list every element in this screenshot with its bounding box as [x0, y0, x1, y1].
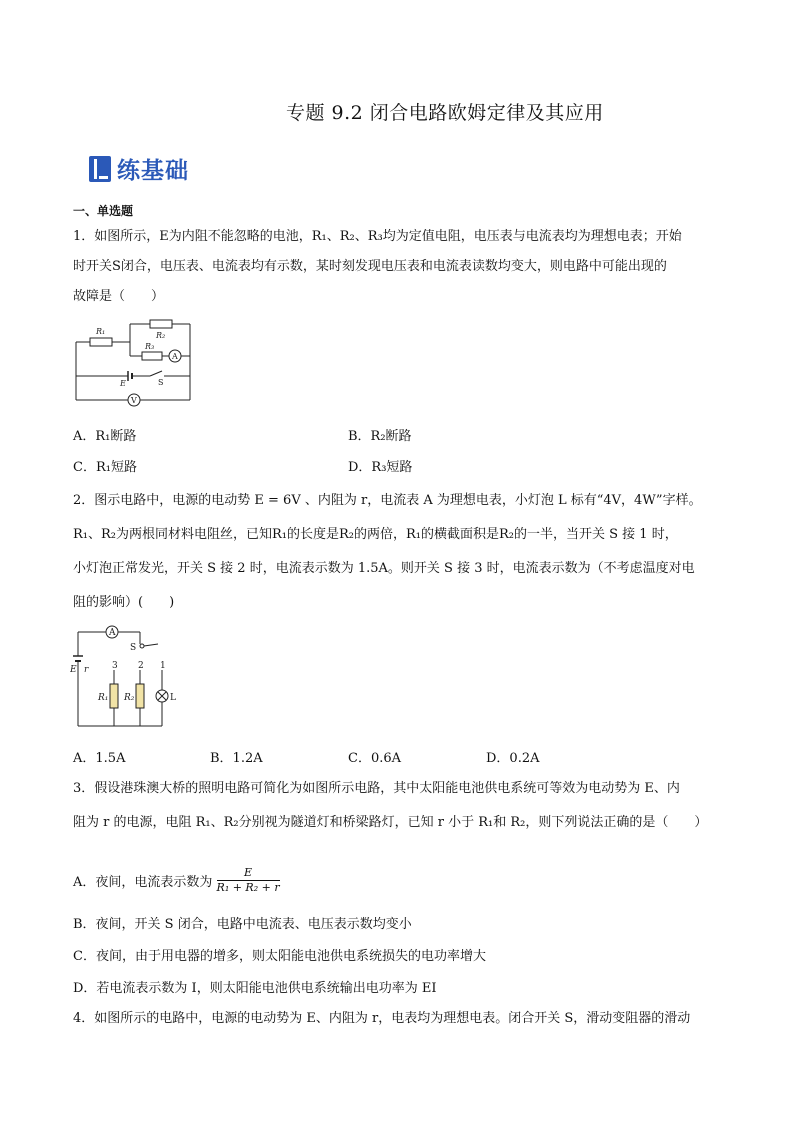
q1-resistor-r1 — [90, 338, 112, 346]
q3-option-a[interactable] — [73, 866, 280, 895]
q2-label-s: S — [130, 643, 137, 653]
q2-resistor-r2 — [136, 684, 144, 708]
banner-text: 练基础 — [117, 158, 189, 184]
q2-label-r: r — [84, 665, 89, 675]
q3-stem — [73, 772, 723, 840]
q2-circuit-figure — [70, 620, 185, 732]
q1-option-c[interactable]: C．R₁短路 — [73, 460, 137, 475]
q1-label-r1: R₁ — [96, 327, 106, 336]
section-heading: 一、单选题 — [73, 204, 134, 218]
q3-option-c[interactable]: C．夜间，由于用电器的增多，则太阳能电池供电系统损失的电功率增大 — [73, 949, 486, 964]
q1-label-r3: R₃ — [145, 342, 155, 351]
q2-resistor-r1 — [110, 684, 118, 708]
q3-option-a-fraction — [217, 866, 280, 895]
q4-line1: 4．如图所示的电路中，电源的电动势为 E、内阻为 r，电表均为理想电表。闭合开关 S，滑动变阻器的滑动 — [73, 1011, 691, 1026]
q1-option-b[interactable]: B．R₂断路 — [348, 429, 412, 444]
q3-option-a-text: A．夜间，电流表示数为 — [73, 875, 213, 890]
q1-label-v: V — [131, 396, 137, 405]
q1-stem — [73, 222, 723, 312]
book-icon — [89, 156, 111, 182]
q1-line3: 故障是（ ） — [73, 289, 165, 304]
q2-option-a[interactable]: A．1.5A — [73, 751, 126, 766]
q3-option-d[interactable]: D．若电流表示数为 I，则太阳能电池供电系统输出电功率为 EI — [73, 981, 437, 996]
q2-label-e: E — [70, 665, 77, 675]
q4-stem — [73, 1002, 723, 1036]
q2-label-1: 1 — [160, 661, 166, 671]
q3-fraction-denominator: R₁ + R₂ + r — [216, 881, 280, 894]
q1-resistor-r2 — [150, 320, 172, 328]
q1-line1: 1．如图所示，E为内阻不能忽略的电池，R₁、R₂、R₃均为定值电阻，电压表与电流表均为理想电表；开始 — [73, 229, 682, 244]
q3-fraction-numerator: E — [217, 866, 280, 881]
q1-circuit-figure — [70, 318, 200, 408]
page-title: 专题 9.2 闭合电路欧姆定律及其应用 — [286, 102, 604, 124]
q2-label-r1: R₁ — [98, 693, 109, 703]
q1-label-s: S — [158, 378, 164, 387]
q3-line1: 3．假设港珠澳大桥的照明电路可简化为如图所示电路，其中太阳能电池供电系统可等效为电动势为 E、内 — [73, 781, 680, 796]
q2-label-r2: R₂ — [124, 693, 135, 703]
q1-option-d[interactable]: D．R₃短路 — [348, 460, 413, 475]
q2-option-b[interactable]: B．1.2A — [210, 751, 263, 766]
section-banner — [89, 152, 189, 185]
q2-label-l: L — [170, 693, 176, 703]
q3-line2: 阻为 r 的电源，电阻 R₁、R₂分别视为隧道灯和桥梁路灯，已知 r 小于 R₁和 R₂，则下列说法正确的是（ ） — [73, 815, 708, 830]
q1-label-a: A — [172, 352, 178, 361]
q1-option-a[interactable]: A．R₁断路 — [73, 429, 137, 444]
q2-line2: R₁、R₂为两根同材料电阻丝，已知R₁的长度是R₂的两倍，R₁的横截面积是R₂的一半，当开关 S 接 1 时， — [73, 527, 678, 542]
q2-label-2: 2 — [138, 661, 144, 671]
q1-label-r2: R₂ — [156, 331, 166, 340]
q2-label-a: A — [109, 628, 116, 638]
q2-line4: 阻的影响）( ) — [73, 595, 175, 610]
q2-line3: 小灯泡正常发光，开关 S 接 2 时，电流表示数为 1.5A。则开关 S 接 3 时，电流表示数为（不考虑温度对电 — [73, 561, 695, 576]
q1-label-e: E — [120, 379, 126, 388]
q2-option-c[interactable]: C．0.6A — [348, 751, 402, 766]
q2-line1: 2．图示电路中，电源的电动势 E = 6V 、内阻为 r，电流表 A 为理想电表，小灯泡 L 标有“4V，4W”字样。 — [73, 493, 702, 508]
q2-label-3: 3 — [112, 661, 118, 671]
q3-option-b[interactable]: B．夜间，开关 S 闭合，电路中电流表、电压表示数均变小 — [73, 917, 412, 932]
q2-option-d[interactable]: D．0.2A — [486, 751, 540, 766]
q1-resistor-r3 — [142, 352, 162, 360]
q2-stem — [73, 484, 723, 620]
q1-line2: 时开关S闭合，电压表、电流表均有示数，某时刻发现电压表和电流表读数均变大，则电路中可能出现的 — [73, 259, 667, 274]
